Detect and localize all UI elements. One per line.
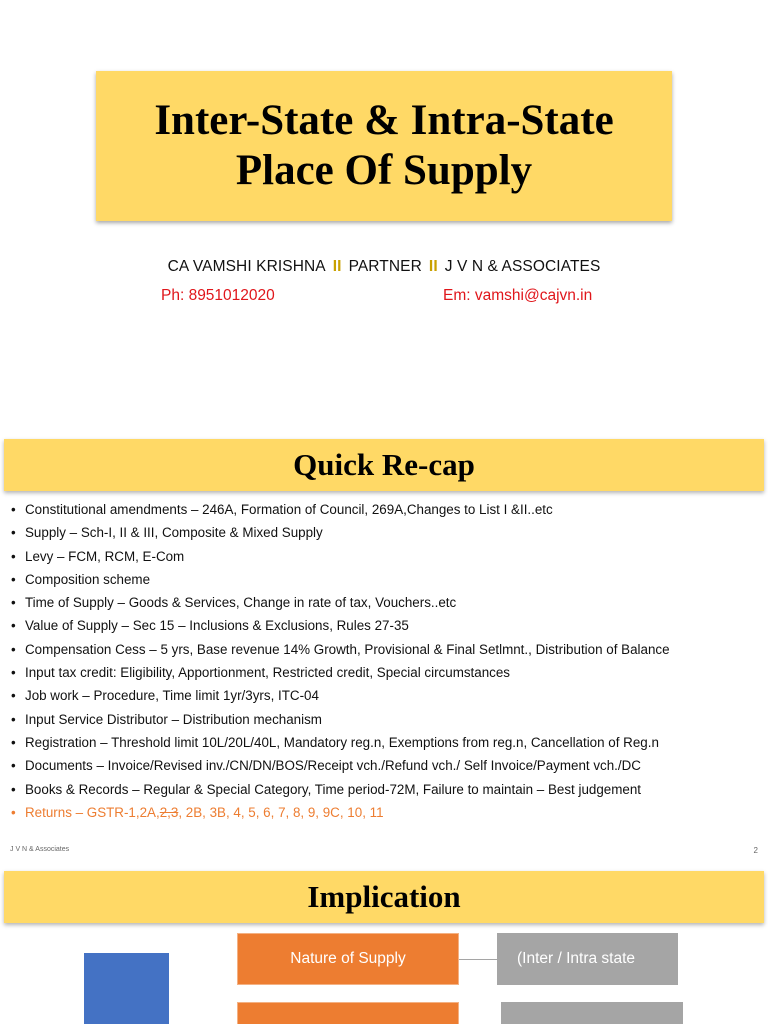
diagram-box-2 [237, 1002, 459, 1024]
footer-firm: J V N & Associates [10, 846, 70, 853]
separator: II [428, 258, 438, 275]
slide-title [154, 96, 613, 196]
slide-title-band [4, 871, 764, 923]
phone-number: Ph: 8951012020 [161, 287, 275, 304]
nature-of-supply-box: Nature of Supply [237, 933, 459, 985]
diagram-result-box-2 [501, 1002, 683, 1024]
presenter-role: PARTNER [348, 258, 422, 275]
returns-suffix: , 2B, 3B, 4, 5, 6, 7, 8, 9, 9C, 10, 11 [178, 804, 384, 820]
list-item: • Books & Records – Regular & Special Category, Time period-72M, Failure to maintain – Best judgement [11, 778, 761, 801]
returns-struck: 2,3 [159, 804, 179, 820]
title-line-1: Inter-State & Intra-State [154, 97, 614, 144]
diagram-root-block [84, 953, 169, 1024]
list-item: • Composition scheme [11, 568, 761, 591]
list-item-returns [11, 801, 761, 824]
list-item: • Value of Supply – Sec 15 – Inclusions & Exclusions, Rules 27-35 [11, 614, 761, 637]
connector-line [459, 959, 497, 960]
returns-prefix: Returns – GSTR-1,2A, [25, 804, 160, 820]
email-address: Em: vamshi@cajvn.in [443, 287, 593, 304]
page-number: 2 [753, 846, 758, 855]
recap-list [11, 498, 761, 824]
slide-title-band [4, 439, 764, 491]
list-item: • Constitutional amendments – 246A, Formation of Council, 269A,Changes to List I &II..etc [11, 498, 761, 521]
list-item: • Input Service Distributor – Distribution mechanism [11, 708, 761, 731]
list-item: • Input tax credit: Eligibility, Apportionment, Restricted credit, Special circumstances [11, 661, 761, 684]
list-item: • Supply – Sch-I, II & III, Composite & Mixed Supply [11, 521, 761, 544]
recap-slide [0, 430, 768, 862]
list-item: • Levy – FCM, RCM, E-Com [11, 545, 761, 568]
list-item: • Documents – Invoice/Revised inv./CN/DN/BOS/Receipt vch./Refund vch./ Self Invoice/Payment vch./DC [11, 754, 761, 777]
list-item: • Compensation Cess – 5 yrs, Base revenue 14% Growth, Provisional & Final Setlmnt., Distribution of Balance [11, 638, 761, 661]
slide-title: Quick Re-cap [293, 447, 475, 482]
list-item: • Job work – Procedure, Time limit 1yr/3yrs, ITC-04 [11, 684, 761, 707]
inter-intra-state-box: (Inter / Intra state [497, 933, 678, 985]
presenter-line [0, 258, 768, 276]
list-item: • Registration – Threshold limit 10L/20L/40L, Mandatory reg.n, Exemptions from reg.n, Cancellation of Reg.n [11, 731, 761, 754]
title-line-2: Place Of Supply [235, 147, 533, 194]
slide-title: Implication [307, 879, 461, 914]
separator: II [332, 258, 342, 275]
presenter-name: CA VAMSHI KRISHNA [167, 258, 326, 275]
list-item: • Time of Supply – Goods & Services, Change in rate of tax, Vouchers..etc [11, 591, 761, 614]
presenter-firm: J V N & ASSOCIATES [444, 258, 601, 275]
title-box [96, 71, 672, 221]
implication-slide [0, 862, 768, 1024]
title-slide [0, 0, 768, 430]
